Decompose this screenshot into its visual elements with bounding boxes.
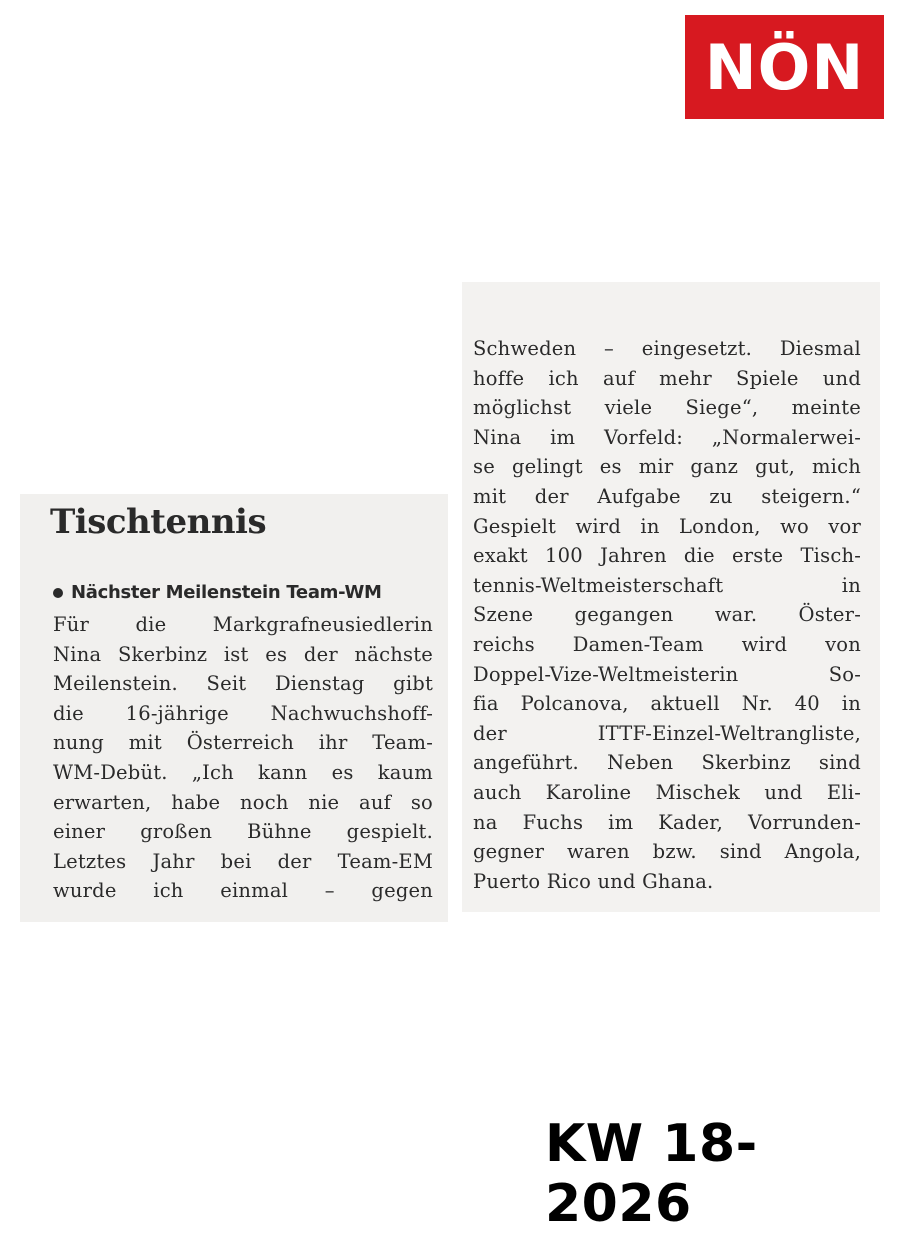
text-line: auch Karoline Mischek und Eli- (473, 780, 861, 804)
article-subheading (53, 582, 382, 603)
text-line: einer großen Bühne gespielt. (53, 820, 433, 844)
text-line: exakt 100 Jahren die erste Tisch- (473, 544, 861, 568)
text-line: se gelingt es mir ganz gut, mich (473, 455, 861, 479)
text-line: Szene gegangen war. Öster- (473, 603, 861, 627)
text-line: Für die Markgrafneusiedlerin (53, 613, 433, 636)
text-line: tennis-Weltmeisterschaft in (473, 573, 861, 597)
article-section-heading: Tischtennis (50, 502, 267, 542)
article-right-column (473, 334, 861, 896)
text-line: die 16-jährige Nachwuchshoff- (53, 701, 433, 725)
text-line: hoffe ich auf mehr Spiele und (473, 366, 861, 390)
text-line: der ITTF-Einzel-Weltrangliste, (473, 721, 861, 745)
text-line: möglichst viele Siege“, meinte (473, 396, 861, 420)
text-line: erwarten, habe noch nie auf so (53, 790, 433, 814)
text-line: WM-Debüt. „Ich kann es kaum (53, 760, 433, 784)
text-line: Puerto Rico und Ghana. (473, 869, 714, 893)
article-left-column (53, 610, 433, 906)
text-line: nung mit Österreich ihr Team- (53, 731, 433, 755)
text-line: Gespielt wird in London, wo vor (473, 514, 861, 538)
text-line: Nina Skerbinz ist es der nächste (53, 642, 433, 666)
text-line: Letztes Jahr bei der Team-EM (53, 849, 433, 873)
calendar-week-label: KW 18-2026 (545, 1114, 758, 1234)
text-line: wurde ich einmal – gegen (53, 879, 433, 903)
bullet-icon (53, 588, 63, 598)
text-line: angeführt. Neben Skerbinz sind (473, 751, 861, 775)
text-line: reichs Damen-Team wird von (473, 632, 861, 656)
text-line: Doppel-Vize-Weltmeisterin So- (473, 662, 861, 686)
text-line: Nina im Vorfeld: „Normalerwei- (473, 425, 861, 449)
text-line: Meilenstein. Seit Dienstag gibt (53, 672, 433, 696)
text-line: gegner waren bzw. sind Angola, (473, 840, 861, 864)
noen-logo: NÖN (685, 15, 884, 119)
article-subheading-text: Nächster Meilenstein Team-WM (71, 582, 382, 603)
text-line: fia Polcanova, aktuell Nr. 40 in (473, 692, 861, 716)
text-line: mit der Aufgabe zu steigern.“ (473, 484, 861, 508)
text-line: Schweden – eingesetzt. Diesmal (473, 337, 861, 360)
text-line: na Fuchs im Kader, Vorrunden- (473, 810, 861, 834)
